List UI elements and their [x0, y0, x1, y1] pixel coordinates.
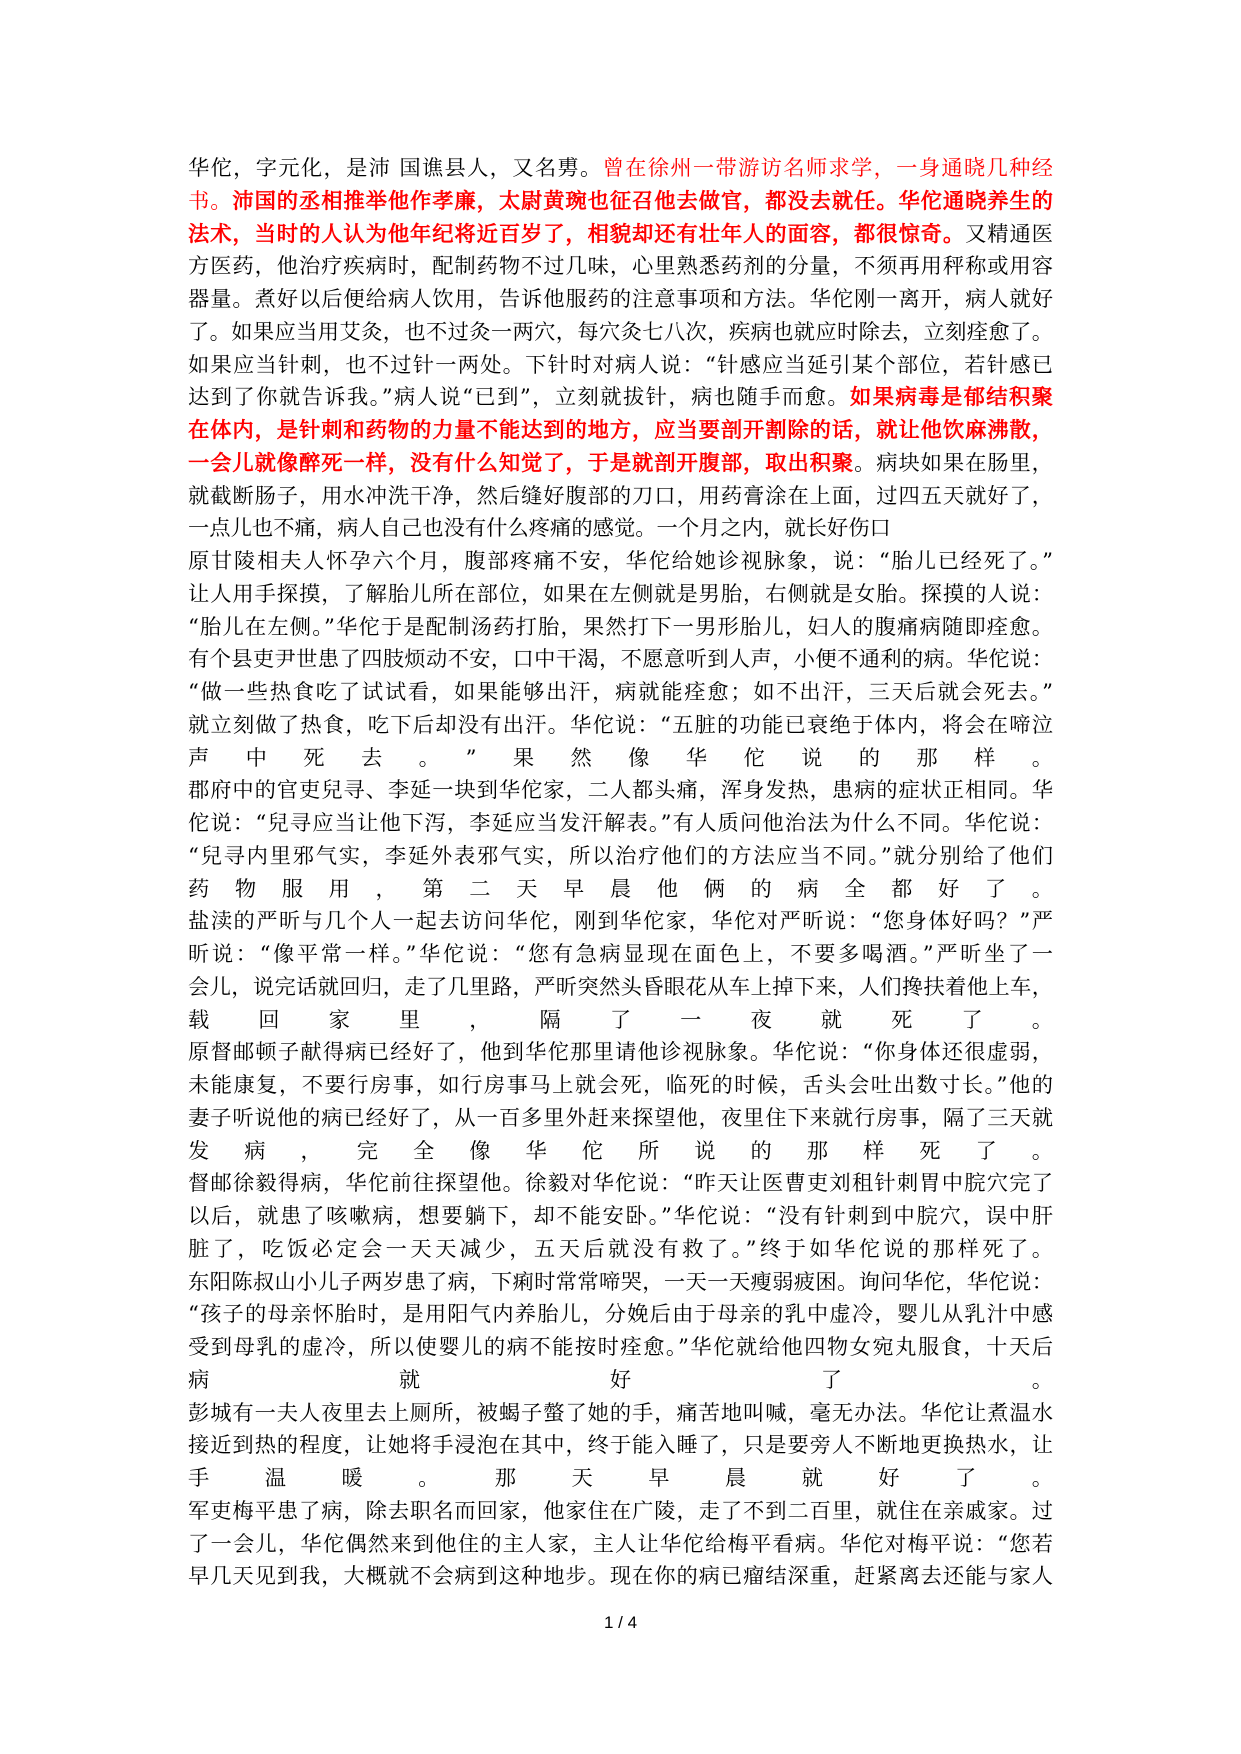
text-line	[188, 153, 1053, 186]
text-run: 接近到热的程度，让她将手浸泡在其中，终于能入睡了，只是要旁人不断地更换热水，让	[188, 1433, 1053, 1459]
text-line	[188, 644, 1053, 677]
text-line	[188, 775, 1053, 808]
text-line	[188, 808, 1053, 841]
text-line	[188, 1496, 1053, 1529]
text-run: 华佗，字元化，是沛 国谯县人，又名旉。	[188, 156, 603, 181]
text-run: “做一些热食吃了试试看，如果能够出汗，病就能痊愈；如不出汗，三天后就会死去。”	[188, 680, 1053, 705]
text-run: 。病块如果在肠里，	[854, 450, 1053, 476]
text-line	[188, 513, 1053, 546]
text-line	[188, 710, 1053, 743]
text-line	[188, 1136, 1053, 1169]
text-run: 器量。煮好以后便给病人饮用，告诉他服药的注意事项和方法。华佗刚一离开，病人就好	[188, 287, 1053, 312]
text-run: 以后，就患了咳嗽病，想要躺下，却不能安卧。”华佗说：“没有针刺到中脘穴，误中肝	[188, 1204, 1053, 1229]
text-line	[188, 1267, 1053, 1300]
text-line	[188, 874, 1053, 907]
text-line	[188, 251, 1053, 284]
text-line	[188, 1299, 1053, 1332]
text-run: 盐渎的严昕与几个人一起去访问华佗，刚到华佗家，华佗对严昕说：“您身体好吗？”严	[188, 909, 1053, 935]
text-line	[188, 906, 1053, 939]
text-run: 药物服用，第二天早晨他俩的病全都好了。	[188, 876, 1053, 902]
text-run: 未能康复，不要行房事，如行房事马上就会死，临死的时候，舌头会吐出数寸长。”他的	[188, 1073, 1053, 1098]
text-line	[188, 1463, 1053, 1496]
text-line	[188, 1168, 1053, 1201]
text-run: 脏了，吃饭必定会一天天减少，五天后就没有救了。”终于如华佗说的那样死了。	[188, 1236, 1053, 1262]
text-run: 了。如果应当用艾灸，也不过灸一两穴，每穴灸七八次，疾病也就应时除去，立刻痊愈了。	[188, 319, 1053, 345]
text-run: 就截断肠子，用水冲洗干净，然后缝好腹部的刀口，用药膏涂在上面，过四五天就好了，	[188, 483, 1053, 509]
text-run: 一点儿也不痛，病人自己也没有什么疼痛的感觉。一个月之内，就长好伤口	[188, 516, 891, 542]
text-line	[188, 350, 1053, 383]
text-run: 原督邮顿子献得病已经好了，他到华佗那里请他诊视脉象。华佗说：“你身体还很虚弱，	[188, 1040, 1053, 1066]
text-line	[188, 1234, 1053, 1267]
text-line	[188, 382, 1053, 415]
text-line	[188, 1005, 1053, 1038]
bold-highlighted-text-run: 如果病毒是郁结积聚	[850, 385, 1053, 411]
text-run: 佗说：“兒寻应当让他下泻，李延应当发汗解表。”有人质问他治法为什么不同。华佗说：	[188, 811, 1053, 836]
text-run: 如果应当针刺，也不过针一两处。下针时对病人说：“针感应当延引某个部位，若针感已	[188, 352, 1053, 378]
text-run: “孩子的母亲怀胎时，是用阳气内养胎儿，分娩后由于母亲的乳中虚冷，婴儿从乳汁中感	[188, 1302, 1053, 1328]
text-run: 早几天见到我，大概就不会病到这种地步。现在你的病已瘤结深重，赶紧离去还能与家人	[188, 1564, 1053, 1590]
text-line	[188, 284, 1053, 317]
text-run: 又精通医	[965, 221, 1053, 247]
text-run: 发病，完全像华佗所说的那样死了。	[188, 1138, 1053, 1164]
text-run: 让人用手探摸，了解胎儿所在部位，如果在左侧就是男胎，右侧就是女胎。探摸的人说：	[188, 581, 1053, 607]
text-line	[188, 415, 1053, 448]
bold-highlighted-text-run: 在体内，是针刺和药物的力量不能达到的地方，应当要剖开割除的话，就让他饮麻沸散，	[188, 418, 1053, 443]
highlighted-text-run: 书。	[188, 188, 233, 214]
text-run: “胎儿在左侧。”华佗于是配制汤药打胎，果然打下一男形胎儿，妇人的腹痛病随即痊愈。	[188, 614, 1053, 640]
text-run: 就立刻做了热食，吃下后却没有出汗。华佗说：“五脏的功能已衰绝于体内，将会在啼泣	[188, 712, 1053, 738]
text-line	[188, 1561, 1053, 1594]
text-line	[188, 1201, 1053, 1234]
text-line	[188, 219, 1053, 252]
text-run: 了一会儿，华佗偶然来到他住的主人家，主人让华佗给梅平看病。华佗对梅平说：“您若	[188, 1531, 1053, 1557]
text-run: 督邮徐毅得病，华佗前往探望他。徐毅对华佗说：“昨天让医曹吏刘租针刺胃中脘穴完了	[188, 1171, 1053, 1197]
text-line	[188, 1103, 1053, 1136]
text-run: “兒寻内里邪气实，李延外表邪气实，所以治疗他们的方法应当不同。”就分别给了他们	[188, 843, 1053, 869]
bold-highlighted-text-run: 一会儿就像醉死一样，没有什么知觉了，于是就剖开腹部，取出积聚	[188, 450, 855, 476]
bold-highlighted-text-run: 法术，当时的人认为他年纪将近百岁了，相貌却还有壮年人的面容，都很惊奇。	[188, 221, 966, 247]
text-line	[188, 612, 1053, 645]
text-line	[188, 481, 1053, 514]
text-run: 手温暖。那天早晨就好了。	[188, 1466, 1053, 1491]
document-body	[188, 153, 1053, 1594]
text-line	[188, 677, 1053, 710]
text-line	[188, 1037, 1053, 1070]
text-line	[188, 1365, 1053, 1398]
highlighted-text-run: 曾在徐州一带游访名师求学，一身通晓几种经	[602, 156, 1053, 181]
text-run: 东阳陈叔山小儿子两岁患了病，下痢时常常啼哭，一天一天瘦弱疲困。询问华佗，华佗说：	[188, 1269, 1053, 1295]
text-line	[188, 939, 1053, 972]
text-run: 载回家里，隔了一夜就死了。	[188, 1007, 1053, 1033]
text-line	[188, 841, 1053, 874]
text-line	[188, 743, 1053, 776]
text-line	[188, 1070, 1053, 1103]
bold-highlighted-text-run: 沛国的丞相推举他作孝廉，太尉黄琬也征召他去做官，都没去就任。华佗通晓养生的	[232, 188, 1053, 214]
text-line	[188, 546, 1053, 579]
text-run: 军吏梅平患了病，除去职名而回家，他家住在广陵，走了不到二百里，就住在亲戚家。过	[188, 1498, 1053, 1524]
text-line	[188, 1430, 1053, 1463]
text-run: 会儿，说完话就回归，走了几里路，严昕突然头昏眼花从车上掉下来，人们搀扶着他上车，	[188, 974, 1053, 1000]
text-line	[188, 1398, 1053, 1431]
text-run: 达到了你就告诉我。”病人说“已到”，立刻就拔针，病也随手而愈。	[188, 385, 851, 411]
text-line	[188, 1332, 1053, 1365]
text-run: 受到母乳的虚冷，所以使婴儿的病不能按时痊愈。”华佗就给他四物女宛丸服食，十天后	[188, 1335, 1053, 1360]
text-run: 郡府中的官吏兒寻、李延一块到华佗家，二人都头痛，浑身发热，患病的症状正相同。华	[188, 778, 1053, 804]
text-line	[188, 579, 1053, 612]
text-line	[188, 448, 1053, 481]
text-run: 妻子听说他的病已经好了，从一百多里外赶来探望他，夜里住下来就行房事，隔了三天就	[188, 1105, 1053, 1131]
text-run: 有个县吏尹世患了四肢烦动不安，口中干渴，不愿意听到人声，小便不通利的病。华佗说：	[188, 647, 1053, 673]
text-run: 方医药，他治疗疾病时，配制药物不过几味，心里熟悉药剂的分量，不须再用秤称或用容	[188, 254, 1053, 280]
text-line	[188, 317, 1053, 350]
text-line	[188, 1529, 1053, 1562]
text-run: 彭城有一夫人夜里去上厕所，被蝎子螫了她的手，痛苦地叫喊，毫无办法。华佗让煮温水	[188, 1400, 1053, 1426]
text-run: 声中死去。”果然像华佗说的那样。	[188, 745, 1053, 771]
text-run: 原甘陵相夫人怀孕六个月，腹部疼痛不安，华佗给她诊视脉象，说：“胎儿已经死了。”	[188, 549, 1053, 574]
page-number: 1 / 4	[603, 1613, 638, 1632]
text-run: 昕说：“像平常一样。”华佗说：“您有急病显现在面色上，不要多喝酒。”严昕坐了一	[188, 942, 1053, 967]
text-run: 病就好了。	[188, 1367, 1053, 1393]
text-line	[188, 186, 1053, 219]
text-line	[188, 972, 1053, 1005]
